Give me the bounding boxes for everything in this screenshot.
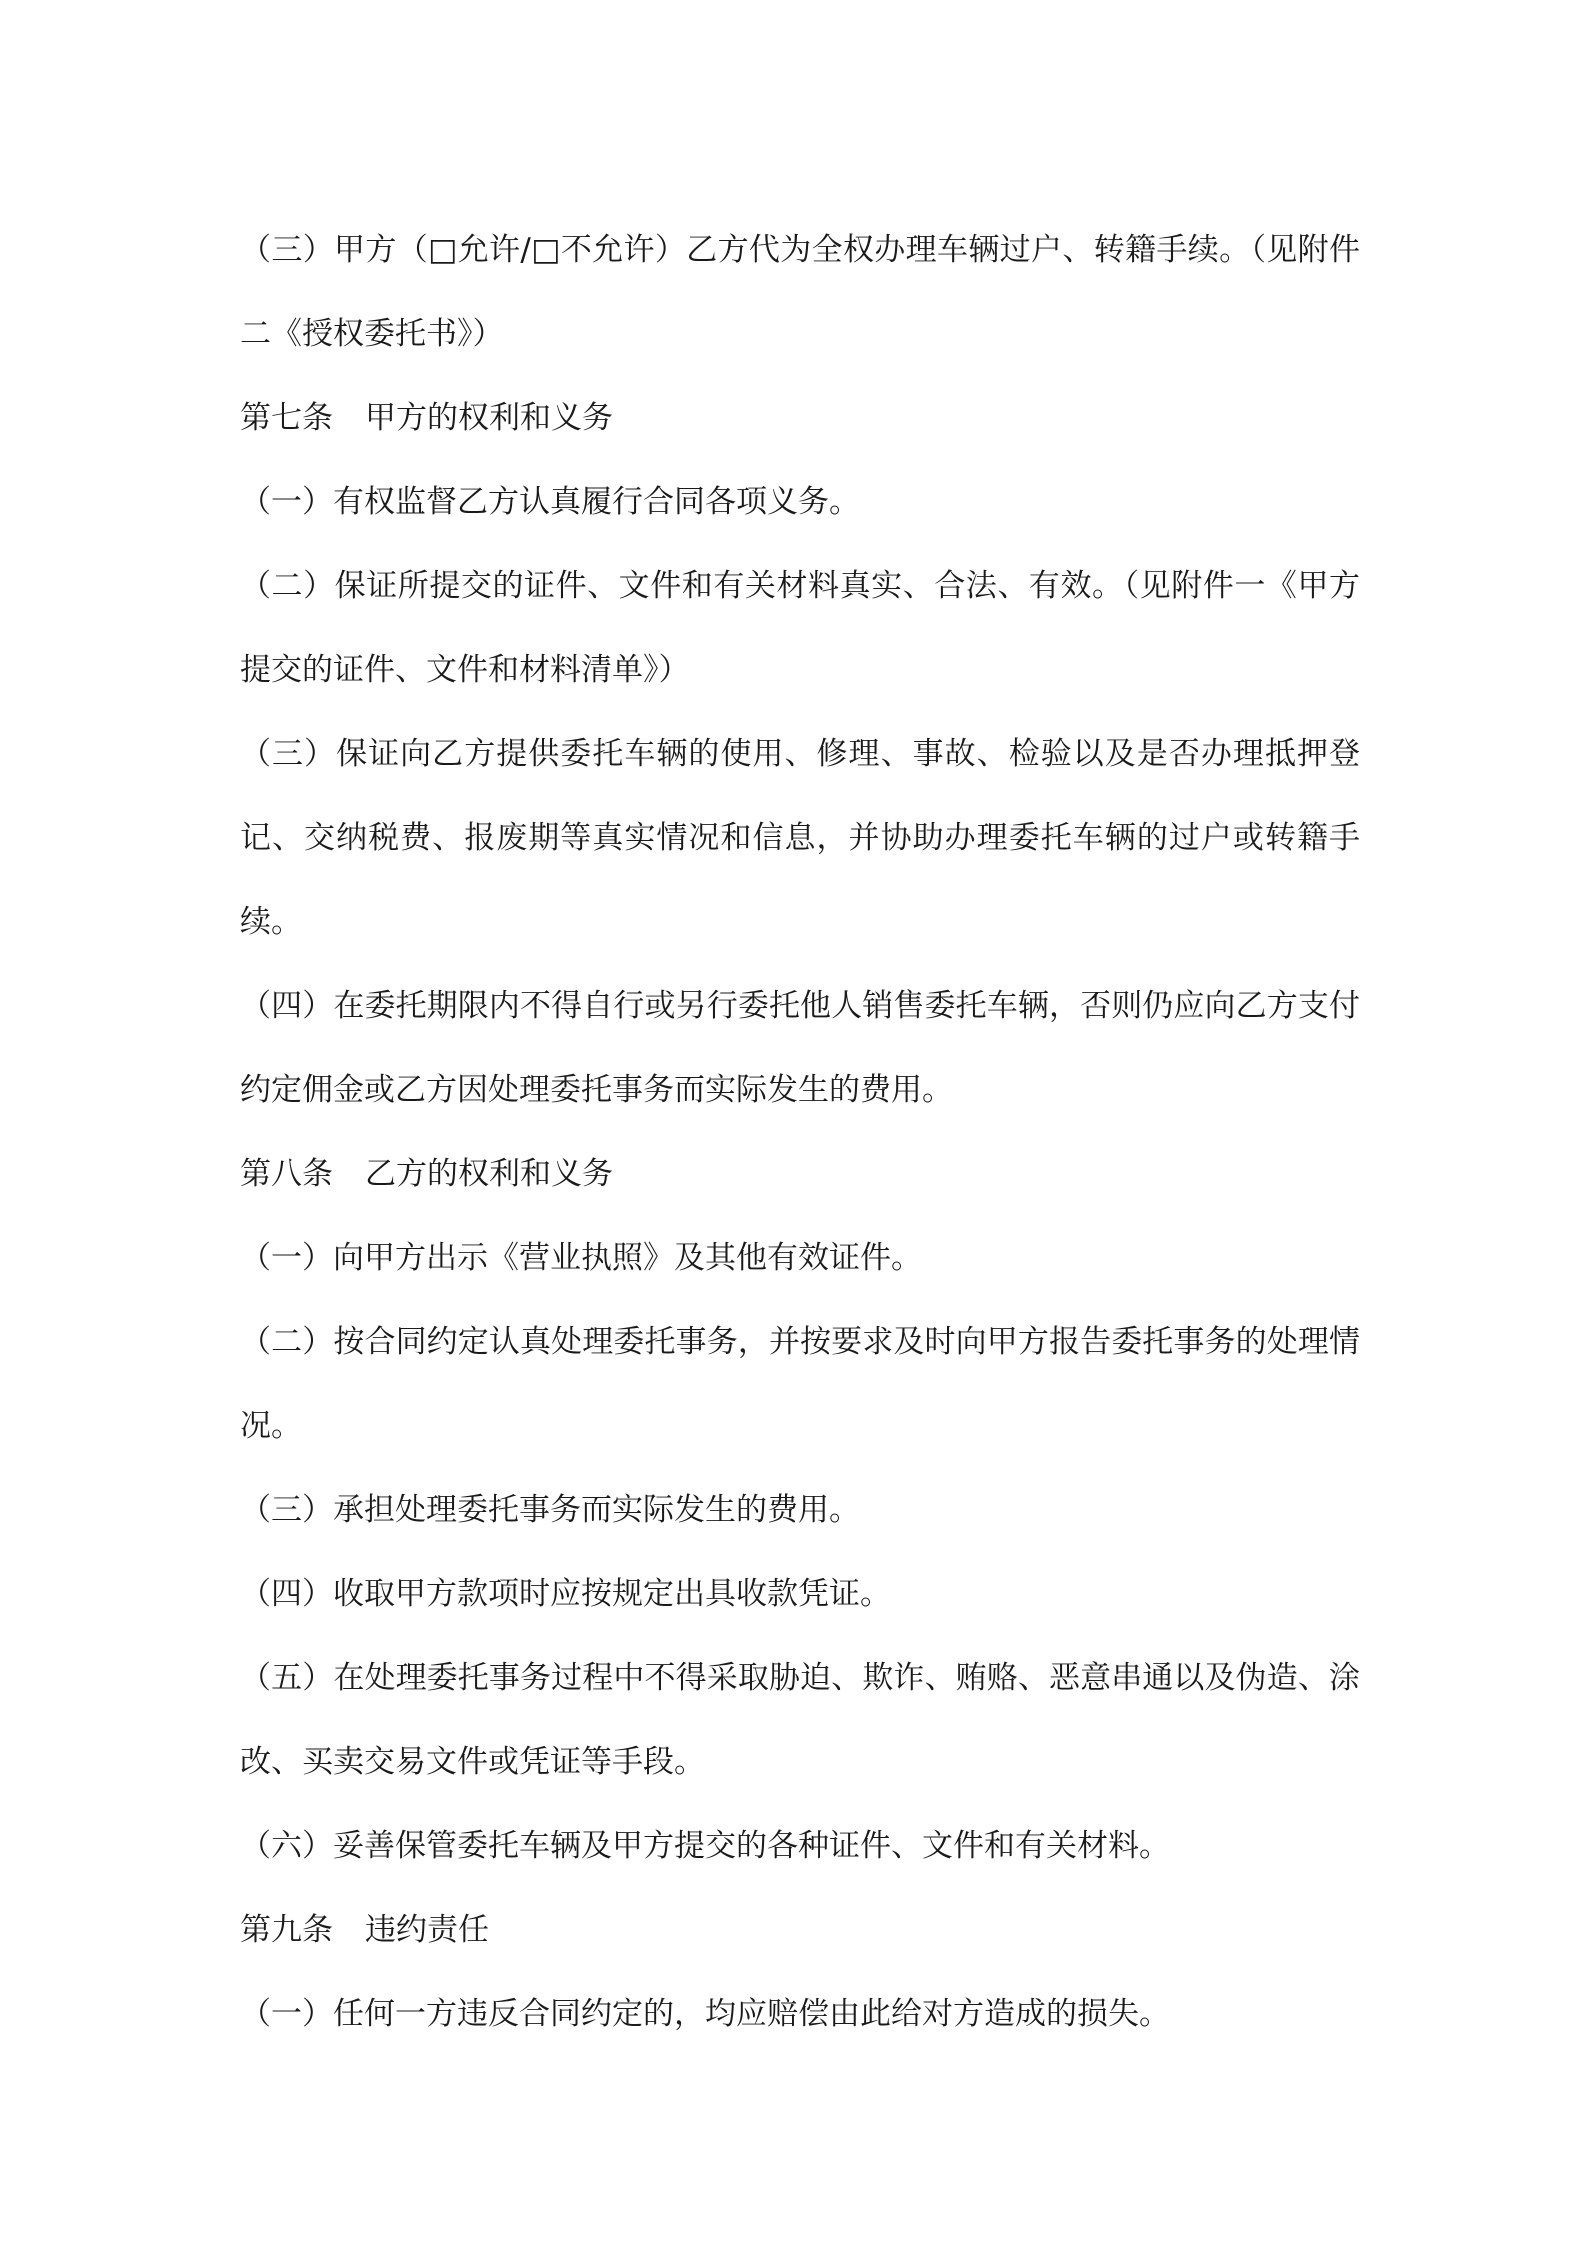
clause-paragraph: （四）收取甲方款项时应按规定出具收款凭证。 bbox=[240, 1576, 891, 1612]
clause-paragraph: （五）在处理委托事务过程中不得采取胁迫、欺诈、贿赂、恶意串通以及伪造、涂改、买卖交易文件或凭证等手段。 bbox=[240, 1660, 1360, 1780]
article-number: 第七条 bbox=[240, 400, 333, 436]
article-heading bbox=[240, 1132, 1360, 1216]
clause-paragraph: （二）按合同约定认真处理委托事务，并按要求及时向甲方报告委托事务的处理情况。 bbox=[240, 1324, 1360, 1444]
article-heading bbox=[240, 1888, 1360, 1972]
clause-paragraph: （一）有权监督乙方认真履行合同各项义务。 bbox=[240, 484, 860, 520]
article-title: 乙方的权利和义务 bbox=[365, 1156, 613, 1192]
clause-paragraph: （三）甲方（□允许/□不允许）乙方代为全权办理车辆过户、转籍手续。（见附件二《授权委托书》） bbox=[240, 232, 1360, 352]
article-number: 第九条 bbox=[240, 1912, 333, 1948]
article-number: 第八条 bbox=[240, 1156, 333, 1192]
article-title: 甲方的权利和义务 bbox=[365, 400, 613, 436]
clause-paragraph: （六）妥善保管委托车辆及甲方提交的各种证件、文件和有关材料。 bbox=[240, 1828, 1170, 1864]
article-title: 违约责任 bbox=[365, 1912, 489, 1948]
document-page bbox=[240, 208, 1360, 2056]
clause-paragraph: （三）承担处理委托事务而实际发生的费用。 bbox=[240, 1492, 860, 1528]
article-heading bbox=[240, 376, 1360, 460]
clause-paragraph: （二）保证所提交的证件、文件和有关材料真实、合法、有效。（见附件一《甲方提交的证件、文件和材料清单》） bbox=[240, 568, 1360, 688]
clause-paragraph: （三）保证向乙方提供委托车辆的使用、修理、事故、检验以及是否办理抵押登记、交纳税费、报废期等真实情况和信息，并协助办理委托车辆的过户或转籍手续。 bbox=[240, 736, 1360, 940]
clause-paragraph: （一）向甲方出示《营业执照》及其他有效证件。 bbox=[240, 1240, 922, 1276]
clause-paragraph: （一）任何一方违反合同约定的，均应赔偿由此给对方造成的损失。 bbox=[240, 1996, 1170, 2032]
clause-paragraph: （四）在委托期限内不得自行或另行委托他人销售委托车辆，否则仍应向乙方支付约定佣金或乙方因处理委托事务而实际发生的费用。 bbox=[240, 988, 1360, 1108]
